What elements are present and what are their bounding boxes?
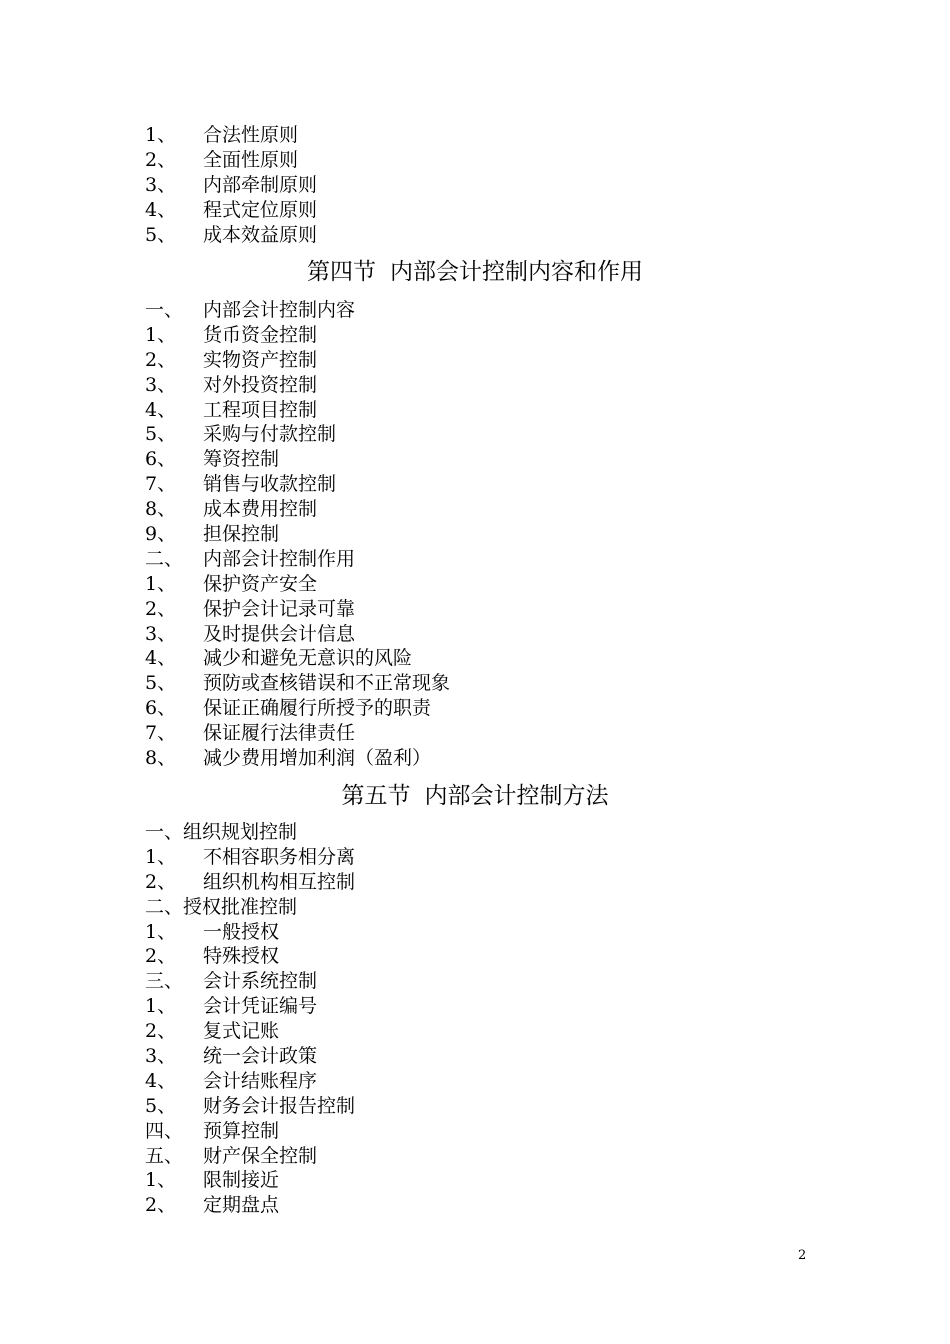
- list-number: 1、: [145, 572, 177, 595]
- list-number: 1、: [145, 920, 177, 943]
- list-item: [145, 572, 825, 597]
- list-item: [145, 323, 825, 348]
- list-item: [145, 870, 825, 895]
- list-item: [145, 497, 825, 522]
- list-item: [145, 373, 825, 398]
- list-text: 对外投资控制: [203, 373, 318, 396]
- list-item: [145, 597, 825, 622]
- list-text: 保护会计记录可靠: [203, 597, 356, 620]
- list-item: [145, 746, 825, 771]
- list-text: 及时提供会计信息: [203, 622, 356, 645]
- list-text: 会计凭证编号: [203, 995, 318, 1018]
- list-number: 1、: [145, 995, 177, 1018]
- list-text: 实物资产控制: [203, 348, 318, 371]
- list-number: 8、: [145, 498, 177, 521]
- list-item: [145, 920, 825, 945]
- list-number: 3、: [145, 173, 177, 196]
- section-5-number: 第五节: [341, 783, 411, 809]
- section-4-list: [145, 298, 825, 771]
- list-number: 四、: [145, 1119, 184, 1142]
- list-number: 2、: [145, 870, 177, 893]
- list-text: 预算控制: [203, 1119, 280, 1142]
- list-number: 1、: [145, 124, 177, 146]
- list-item: [145, 123, 825, 148]
- list-number: 4、: [145, 647, 177, 670]
- list-item: [145, 696, 825, 721]
- list-text: 会计系统控制: [203, 970, 318, 993]
- list-text: 特殊授权: [203, 945, 280, 968]
- list-text: 工程项目控制: [203, 398, 318, 421]
- list-number: 1、: [145, 1169, 177, 1192]
- list-number: 4、: [145, 398, 177, 421]
- list-text: 预防或查核错误和不正常现象: [203, 672, 451, 695]
- list-number: 3、: [145, 1045, 177, 1068]
- list-number: 4、: [145, 198, 177, 221]
- list-number: 三、: [145, 970, 184, 993]
- list-text: 销售与收款控制: [203, 473, 337, 496]
- list-item: [145, 223, 825, 248]
- list-item: [145, 646, 825, 671]
- list-item: [145, 622, 825, 647]
- list-item: [145, 994, 825, 1019]
- list-item: [145, 398, 825, 423]
- list-item: [145, 547, 825, 572]
- list-text: 担保控制: [203, 523, 280, 546]
- list-item: [145, 671, 825, 696]
- list-text: 财产保全控制: [203, 1144, 318, 1167]
- list-number: 9、: [145, 523, 177, 546]
- list-item: [145, 173, 825, 198]
- list-number: 2、: [145, 597, 177, 620]
- list-text: 限制接近: [203, 1169, 280, 1192]
- list-number: 5、: [145, 1094, 177, 1117]
- section-5-heading: [0, 781, 950, 811]
- list-item: [145, 1144, 825, 1169]
- list-text: 财务会计报告控制: [203, 1094, 356, 1117]
- list-text: 保证履行法律责任: [203, 722, 356, 745]
- list-item: [145, 447, 825, 472]
- list-number: 5、: [145, 672, 177, 695]
- list-text: 定期盘点: [203, 1194, 280, 1217]
- list-number: 2、: [145, 945, 177, 968]
- list-number: 五、: [145, 1144, 184, 1167]
- list-number: 1、: [145, 323, 177, 346]
- list-number: 2、: [145, 1194, 177, 1217]
- list-item: [145, 1094, 825, 1119]
- list-number: 3、: [145, 622, 177, 645]
- list-number: 3、: [145, 373, 177, 396]
- list-text: 成本费用控制: [203, 498, 318, 521]
- list-text: 减少和避免无意识的风险: [203, 647, 413, 670]
- list-item: [145, 522, 825, 547]
- list-number: 5、: [145, 423, 177, 446]
- section-4-heading: [0, 257, 950, 287]
- list-item: [145, 298, 825, 323]
- list-number: 5、: [145, 223, 177, 246]
- list-number: 2、: [145, 348, 177, 371]
- list-number: 6、: [145, 697, 177, 720]
- list-text: 程式定位原则: [203, 198, 318, 221]
- list-number: 2、: [145, 148, 177, 171]
- list-text: 内部牵制原则: [203, 173, 318, 196]
- list-number: 8、: [145, 747, 177, 770]
- list-text: 全面性原则: [203, 148, 299, 171]
- list-item: [145, 969, 825, 994]
- list-number: 4、: [145, 1069, 177, 1092]
- section-4-title: 内部会计控制内容和作用: [390, 259, 643, 285]
- list-item: [145, 944, 825, 969]
- list-text: 减少费用增加利润（盈利）: [203, 747, 432, 770]
- list-number: 1、: [145, 845, 177, 868]
- intro-list: [145, 123, 825, 247]
- list-item: [145, 1019, 825, 1044]
- list-item: [145, 472, 825, 497]
- list-text: 筹资控制: [203, 448, 280, 471]
- list-text: 一、组织规划控制: [145, 821, 298, 843]
- list-item: [145, 198, 825, 223]
- list-item: [145, 1044, 825, 1069]
- list-text: 二、授权批准控制: [145, 895, 298, 918]
- list-item: [145, 148, 825, 173]
- list-text: 成本效益原则: [203, 223, 318, 246]
- list-text: 一般授权: [203, 920, 280, 943]
- list-text: 内部会计控制作用: [203, 547, 356, 570]
- list-text: 保护资产安全: [203, 572, 318, 595]
- list-item: [145, 820, 825, 845]
- list-number: 7、: [145, 473, 177, 496]
- list-item: [145, 845, 825, 870]
- section-5-title: 内部会计控制方法: [424, 783, 609, 809]
- list-text: 合法性原则: [203, 124, 299, 146]
- list-text: 内部会计控制内容: [203, 299, 356, 321]
- list-item: [145, 1193, 825, 1218]
- section-4-number: 第四节: [307, 259, 376, 285]
- list-item: [145, 1069, 825, 1094]
- list-item: [145, 1168, 825, 1193]
- list-item: [145, 721, 825, 746]
- list-text: 组织机构相互控制: [203, 870, 356, 893]
- list-text: 保证正确履行所授予的职责: [203, 697, 432, 720]
- list-number: 一、: [145, 299, 184, 321]
- list-text: 货币资金控制: [203, 323, 318, 346]
- list-number: 2、: [145, 1020, 177, 1043]
- list-item: [145, 895, 825, 920]
- list-text: 统一会计政策: [203, 1045, 318, 1068]
- list-number: 二、: [145, 547, 184, 570]
- list-text: 不相容职务相分离: [203, 845, 356, 868]
- page-number: 2: [798, 1248, 807, 1263]
- list-text: 会计结账程序: [203, 1069, 318, 1092]
- list-number: 7、: [145, 722, 177, 745]
- section-5-list: [145, 820, 825, 1218]
- list-item: [145, 422, 825, 447]
- list-item: [145, 348, 825, 373]
- list-item: [145, 1119, 825, 1144]
- list-text: 采购与付款控制: [203, 423, 337, 446]
- list-text: 复式记账: [203, 1020, 280, 1043]
- list-number: 6、: [145, 448, 177, 471]
